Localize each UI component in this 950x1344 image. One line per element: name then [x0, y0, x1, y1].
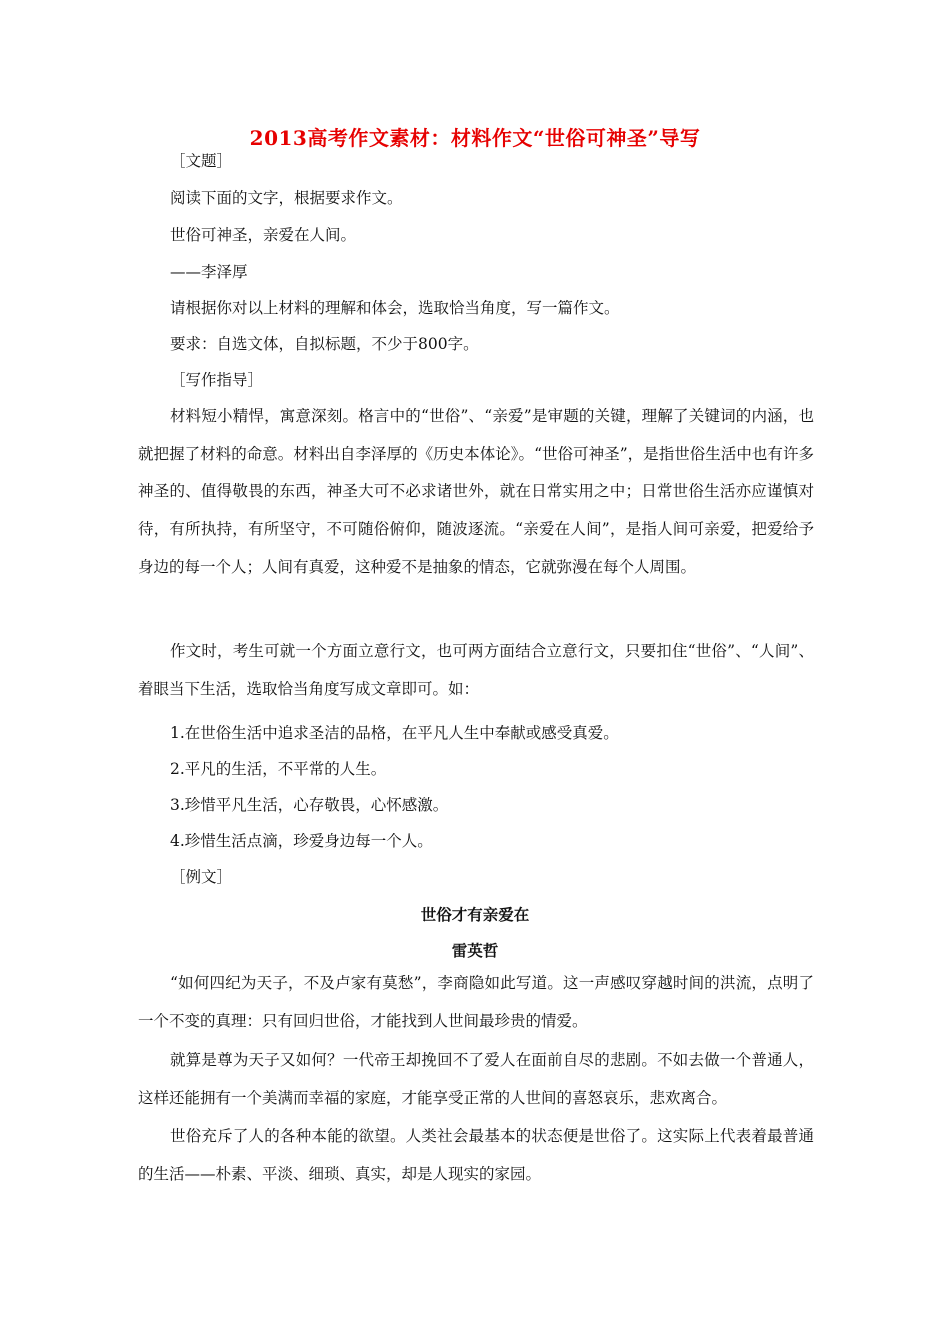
requirement-text: 要求：自选文体，自拟标题，不少于800字。 [170, 335, 479, 353]
instruction-text: 阅读下面的文字，根据要求作文。 [170, 189, 403, 207]
essay-paragraph-3: 世俗充斥了人的各种本能的欲望。人类社会最基本的状态便是世俗了。这实际上代表着最普通的生活——朴素、平淡、细琐、真实，却是人现实的家园。 [138, 1127, 814, 1183]
guide-paragraph-2: 作文时，考生可就一个方面立意行文，也可两方面结合立意行文，只要扣住“世俗”、“人间”、着眼当下生活，选取恰当角度写成文章即可。如： [138, 642, 814, 698]
section-topic-label: ［文题］ [170, 152, 233, 170]
point-item: 3.珍惜平凡生活，心存敬畏，心怀感激。 [170, 796, 449, 814]
essay-title: 世俗才有亲爱在 [420, 905, 530, 924]
essay-paragraph-1: “如何四纪为天子，不及卢家有莫愁”，李商隐如此写道。这一声感叹穿越时间的洪流，点明了一个不变的真理：只有回归世俗，才能找到人世间最珍贵的情爱。 [138, 974, 814, 1030]
quote-author: ——李泽厚 [170, 263, 248, 281]
section-example-label: ［例文］ [170, 868, 233, 886]
quote-text: 世俗可神圣，亲爱在人间。 [170, 226, 357, 244]
section-guide-label: ［写作指导］ [170, 371, 264, 389]
essay-paragraph-2: 就算是尊为天子又如何？一代帝王却挽回不了爱人在面前自尽的悲剧。不如去做一个普通人，这样还能拥有一个美满而幸福的家庭，才能享受正常的人世间的喜怒哀乐，悲欢离合。 [138, 1051, 814, 1107]
task-text: 请根据你对以上材料的理解和体会，选取恰当角度，写一篇作文。 [170, 299, 620, 317]
point-item: 2.平凡的生活，不平常的人生。 [170, 760, 387, 778]
essay-author: 雷英哲 [451, 941, 499, 960]
point-item: 1.在世俗生活中追求圣洁的品格，在平凡人生中奉献或感受真爱。 [170, 724, 619, 742]
point-item: 4.珍惜生活点滴，珍爱身边每一个人。 [170, 832, 433, 850]
guide-paragraph-1: 材料短小精悍，寓意深刻。格言中的“世俗”、“亲爱”是审题的关键，理解了关键词的内涵，也就把握了材料的命意。材料出自李泽厚的《历史本体论》。“世俗可神圣”，是指世俗生活中也有许多神圣的、值得敬畏的东西，神圣大可不必求诸世外，就在日常实用之中；日常世俗生活亦应谨慎对待，有所执持，有所坚守，不可随俗俯仰，随波逐流。“亲爱在人间”，是指人间可亲爱，把爱给予身边的每一个人；人间有真爱，这种爱不是抽象的情态，它就弥漫在每个人周围。 [138, 407, 814, 576]
document-title: 2013高考作文素材：材料作文“世俗可神圣”导写 [249, 126, 701, 150]
